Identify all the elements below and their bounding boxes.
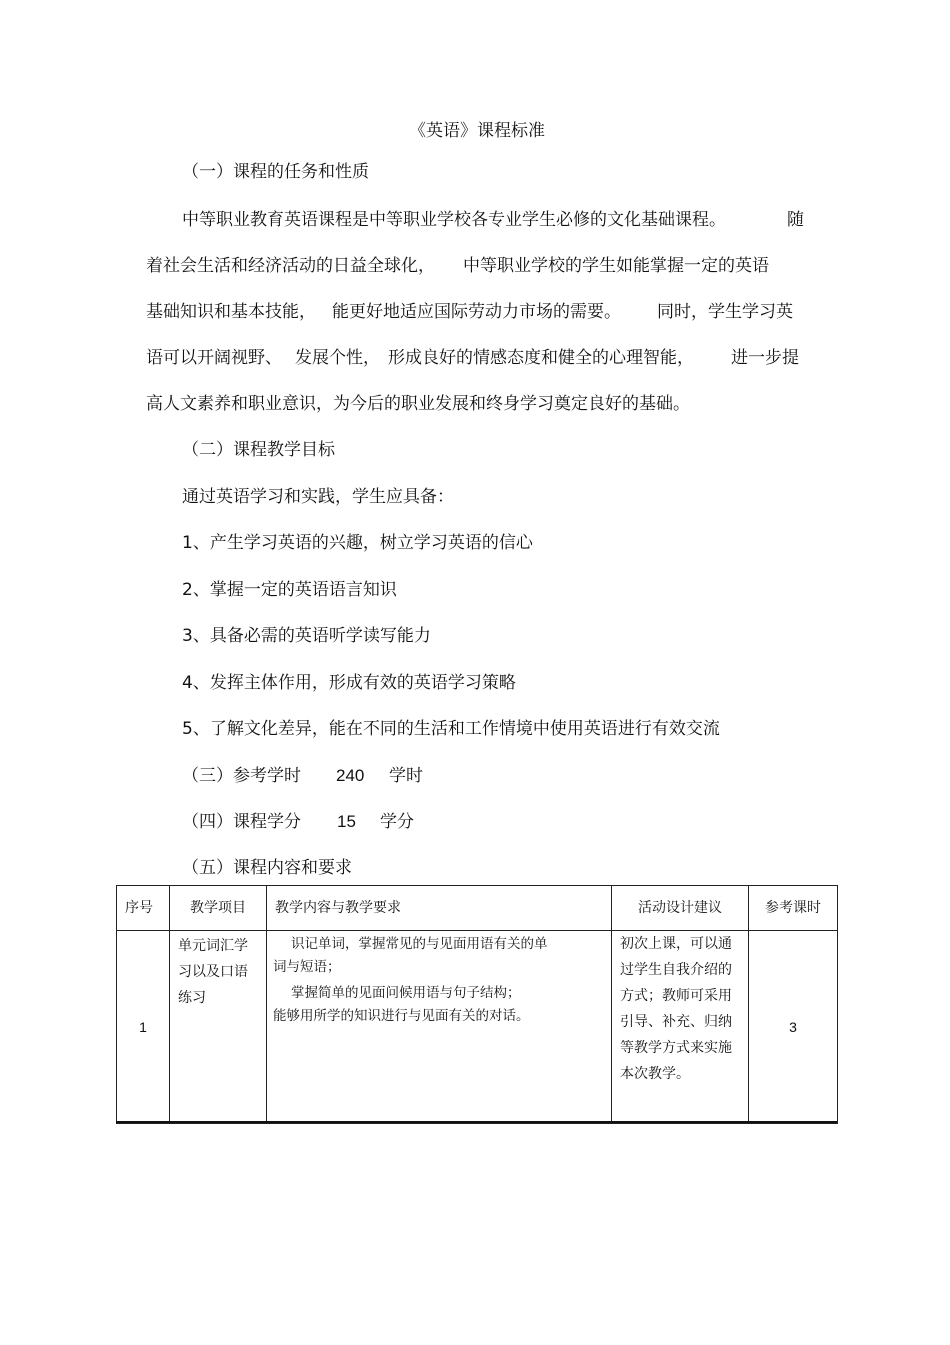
course-content-table bbox=[116, 885, 838, 1124]
paragraph-line: 随 bbox=[787, 210, 804, 230]
paragraph-line: 语可以开阔视野、 bbox=[146, 348, 282, 368]
cell-hours: 3 bbox=[749, 931, 838, 1124]
header-cell-activity: 活动设计建议 bbox=[612, 886, 749, 931]
requirement-line: 词与短语； bbox=[273, 959, 341, 975]
paragraph-line: 基础知识和基本技能， bbox=[146, 302, 316, 322]
hours-label: （三）参考学时 bbox=[182, 766, 301, 786]
paragraph-line: 同时，学生学习英 bbox=[657, 302, 793, 322]
hours-unit: 学时 bbox=[389, 766, 423, 786]
credits-label: （四）课程学分 bbox=[182, 812, 301, 832]
paragraph-line: 中等职业学校的学生如能掌握一定的英语 bbox=[463, 256, 769, 276]
goals-intro: 通过英语学习和实践，学生应具备： bbox=[182, 487, 454, 507]
section-heading-task: （一）课程的任务和性质 bbox=[182, 162, 369, 182]
page-title: 《英语》课程标准 bbox=[409, 121, 545, 141]
paragraph-line: 高人文素养和职业意识，为今后的职业发展和终身学习奠定良好的基础。 bbox=[146, 394, 690, 414]
goal-item: 4、发挥主体作用，形成有效的英语学习策略 bbox=[182, 673, 516, 693]
requirement-line: 识记单词，掌握常见的与见面用语有关的单 bbox=[291, 936, 548, 952]
requirement-line: 掌握简单的见面问候用语与句子结构； bbox=[291, 985, 521, 1001]
header-cell-hours: 参考课时 bbox=[749, 886, 838, 931]
table-bottom-rule bbox=[116, 1121, 837, 1123]
section-heading-content: （五）课程内容和要求 bbox=[182, 858, 352, 878]
goal-item: 5、了解文化差异，能在不同的生活和工作情境中使用英语进行有效交流 bbox=[182, 719, 720, 739]
cell-activity: 初次上课，可以通过学生自我介绍的方式；教师可采用引导、补充、归纳等教学方式来实施本次教学。 bbox=[612, 931, 749, 1124]
paragraph-line: 中等职业教育英语课程是中等职业学校各专业学生必修的文化基础课程。 bbox=[182, 210, 726, 230]
paragraph-line: 形成良好的情感态度和健全的心理智能， bbox=[388, 348, 694, 368]
paragraph-line: 能更好地适应国际劳动力市场的需要。 bbox=[332, 302, 621, 322]
credits-unit: 学分 bbox=[380, 812, 414, 832]
goal-item: 3、具备必需的英语听学读写能力 bbox=[182, 626, 431, 646]
goal-item: 1、产生学习英语的兴趣，树立学习英语的信心 bbox=[182, 533, 533, 553]
goal-item: 2、掌握一定的英语语言知识 bbox=[182, 580, 397, 600]
cell-project: 单元词汇学习以及口语练习 bbox=[170, 931, 267, 1124]
header-cell-project: 教学项目 bbox=[170, 886, 267, 931]
credits-value: 15 bbox=[337, 812, 356, 831]
cell-requirements bbox=[267, 931, 612, 1124]
section-heading-goals: （二）课程教学目标 bbox=[182, 440, 335, 460]
cell-no: 1 bbox=[117, 931, 170, 1124]
header-cell-no: 序号 bbox=[117, 886, 170, 931]
hours-value: 240 bbox=[336, 766, 365, 785]
table-header-row bbox=[117, 886, 838, 931]
requirement-line: 能够用所学的知识进行与见面有关的对话。 bbox=[273, 1008, 530, 1024]
paragraph-line: 发展个性， bbox=[295, 348, 380, 368]
table-row bbox=[117, 931, 838, 1124]
header-cell-requirements: 教学内容与教学要求 bbox=[267, 886, 612, 931]
paragraph-line: 进一步提 bbox=[731, 348, 799, 368]
paragraph-line: 着社会生活和经济活动的日益全球化， bbox=[146, 256, 435, 276]
